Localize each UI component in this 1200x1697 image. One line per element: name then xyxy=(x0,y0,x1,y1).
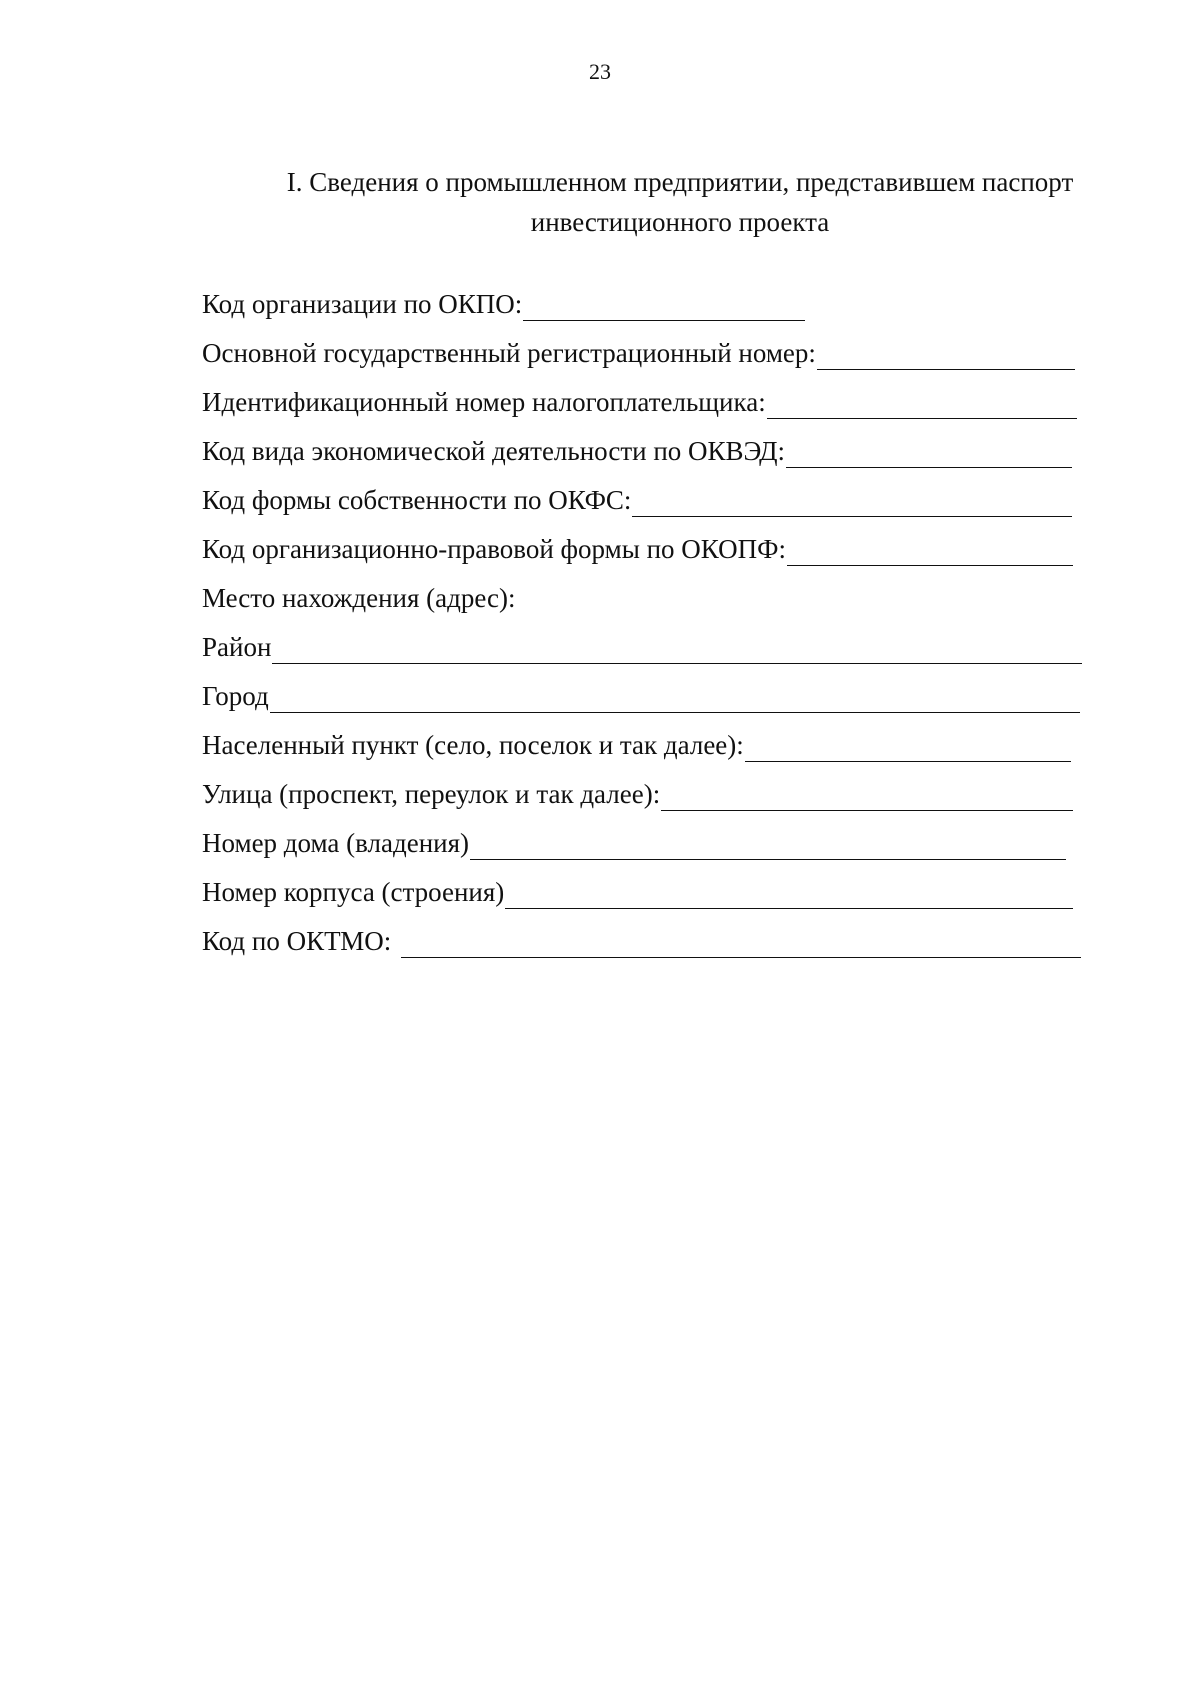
field-okopf xyxy=(202,517,1122,566)
city-fill-line[interactable] xyxy=(270,687,1080,713)
field-label: Код формы собственности по ОКФС: xyxy=(202,485,632,515)
section-title xyxy=(250,162,1110,242)
field-district xyxy=(202,615,1122,664)
okfs-fill-line[interactable] xyxy=(632,491,1072,517)
field-address-heading xyxy=(202,566,1122,615)
field-label: Основной государственный регистрационный номер: xyxy=(202,338,816,368)
field-street xyxy=(202,762,1122,811)
field-building-number xyxy=(202,860,1122,909)
field-label: Код организации по ОКПО: xyxy=(202,289,523,319)
okpo-fill-line[interactable] xyxy=(523,295,805,321)
field-okved xyxy=(202,419,1122,468)
field-inn xyxy=(202,370,1122,419)
settlement-fill-line[interactable] xyxy=(745,736,1071,762)
field-okpo xyxy=(202,272,1122,321)
field-label: Код вида экономической деятельности по ОКВЭД: xyxy=(202,436,786,466)
field-oktmo xyxy=(202,909,1122,958)
field-label: Номер корпуса (строения) xyxy=(202,877,505,907)
okved-fill-line[interactable] xyxy=(786,442,1072,468)
field-label: Номер дома (владения) xyxy=(202,828,470,858)
field-label: Код организационно-правовой формы по ОКОПФ: xyxy=(202,534,786,564)
field-label: Место нахождения (адрес): xyxy=(202,583,516,613)
field-settlement xyxy=(202,713,1122,762)
field-label: Населенный пункт (село, поселок и так далее): xyxy=(202,730,744,760)
field-label: Улица (проспект, переулок и так далее): xyxy=(202,779,661,809)
section-title-line-1: I. Сведения о промышленном предприятии, представившем паспорт xyxy=(286,167,1074,197)
street-fill-line[interactable] xyxy=(661,785,1073,811)
page-number: 23 xyxy=(589,59,611,84)
field-okfs xyxy=(202,468,1122,517)
oktmo-fill-line[interactable] xyxy=(401,932,1081,958)
field-label: Город xyxy=(202,681,269,711)
district-fill-line[interactable] xyxy=(272,638,1082,664)
inn-fill-line[interactable] xyxy=(767,393,1077,419)
building-number-fill-line[interactable] xyxy=(505,883,1073,909)
field-label: Код по ОКТМО: xyxy=(202,926,392,956)
field-ogrn xyxy=(202,321,1122,370)
field-city xyxy=(202,664,1122,713)
section-title-line-2: инвестиционного проекта xyxy=(530,207,830,237)
field-label: Район xyxy=(202,632,272,662)
ogrn-fill-line[interactable] xyxy=(817,344,1075,370)
form-fields xyxy=(202,272,1122,958)
field-house-number xyxy=(202,811,1122,860)
field-label: Идентификационный номер налогоплательщика: xyxy=(202,387,766,417)
house-number-fill-line[interactable] xyxy=(470,834,1066,860)
okopf-fill-line[interactable] xyxy=(787,540,1073,566)
